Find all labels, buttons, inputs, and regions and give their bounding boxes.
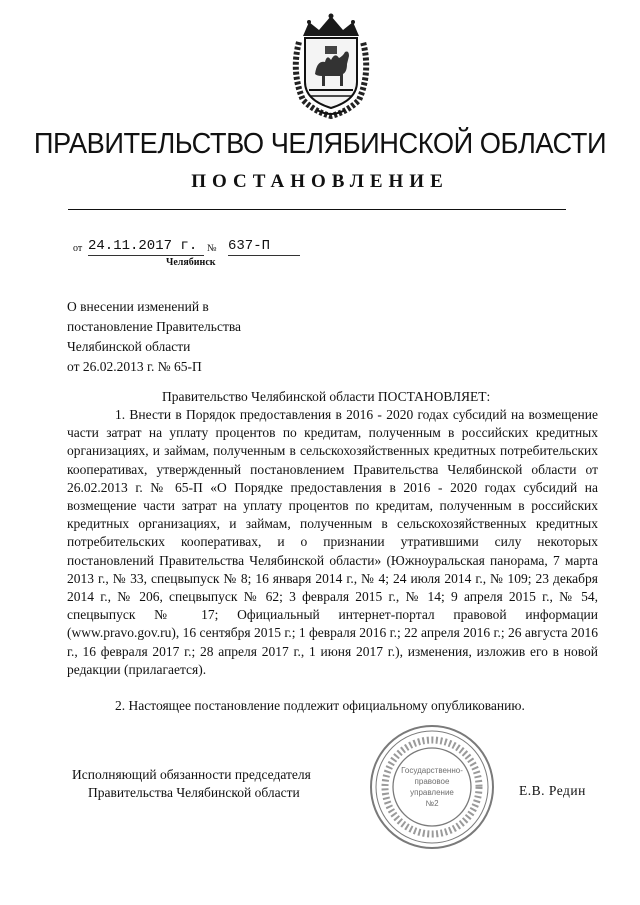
body-paragraph-1: 1. Внести в Порядок предоставления в 2016 - 2020 годах субсидий на возмещение части затрат на уплату процентов по кредитам, полученным в российских кредитных организациях, и займам, полученным в сельскохозяйственных кредитных потребительских кооперативах, утвержденный постановлением Правительства Челябинской области от 26.02.2013 г. № 65-П «О Порядке предоставления в 2016 - 2020 годах субсидий на возмещение части затрат на уплату процентов по кредитам, полученным в российских кредитных организациях, и займам, полученным в сельскохозяйственных кредитных потребительских кооперативах, и о признании утратившими силу некоторых постановлений Правительства Челябинской области» (Южноуральская панорама, 7 марта 2013 г., № 33, спецвыпуск № 8; 16 января 2014 г., № 4; 24 июля 2014 г., № 109; 23 декабря 2014 г., № 206, спецвыпуск № 62; 3 февраля 2015 г., № 14; 9 апреля 2015 г., № 54, спецвыпуск № 17; Официальный интернет-портал правовой информации (www.pravo.gov.ru), 16 сентября 2015 г.; 1 февраля 2016 г.; 22 апреля 2016 г.; 26 августа 2016 г., 16 февраля 2017 г.; 28 апреля 2017 г., 1 июня 2017 г.), изменения, изложив его в новой редакции (прилагается). bbox=[67, 407, 598, 677]
document-subject: О внесении изменений в постановление Правительства Челябинской области от 26.02.2013 г. № 65-П bbox=[67, 299, 242, 374]
header-divider bbox=[68, 209, 566, 210]
stamp-center-line-1: Государственно- bbox=[401, 766, 463, 775]
signatory-name: Е.В. Редин bbox=[519, 783, 586, 798]
stamp-center-line-3: управление bbox=[410, 788, 454, 797]
official-stamp bbox=[367, 722, 497, 852]
signatory-title-line-1: Исполняющий обязанности председателя bbox=[72, 767, 311, 782]
document-number: 637-П bbox=[228, 237, 300, 256]
body-paragraph-2: 2. Настоящее постановление подлежит официальному опубликованию. bbox=[115, 698, 525, 713]
number-prefix-label: № bbox=[207, 243, 217, 254]
stamp-center-line-4: №2 bbox=[425, 799, 439, 808]
document-type-heading: ПОСТАНОВЛЕНИЕ bbox=[191, 171, 449, 192]
signatory-title-line-2: Правительства Челябинской области bbox=[88, 785, 300, 800]
chelyabinsk-coat-of-arms-icon bbox=[289, 12, 373, 120]
stamp-center-line-2: правовое bbox=[414, 777, 450, 786]
preamble: Правительство Челябинской области ПОСТАНОВЛЯЕТ: bbox=[162, 389, 491, 404]
government-title: ПРАВИТЕЛЬСТВО ЧЕЛЯБИНСКОЙ ОБЛАСТИ bbox=[33, 128, 607, 160]
city-label: Челябинск bbox=[166, 257, 216, 268]
document-date: 24.11.2017 г. bbox=[88, 237, 204, 256]
date-prefix-label: от bbox=[73, 243, 83, 254]
